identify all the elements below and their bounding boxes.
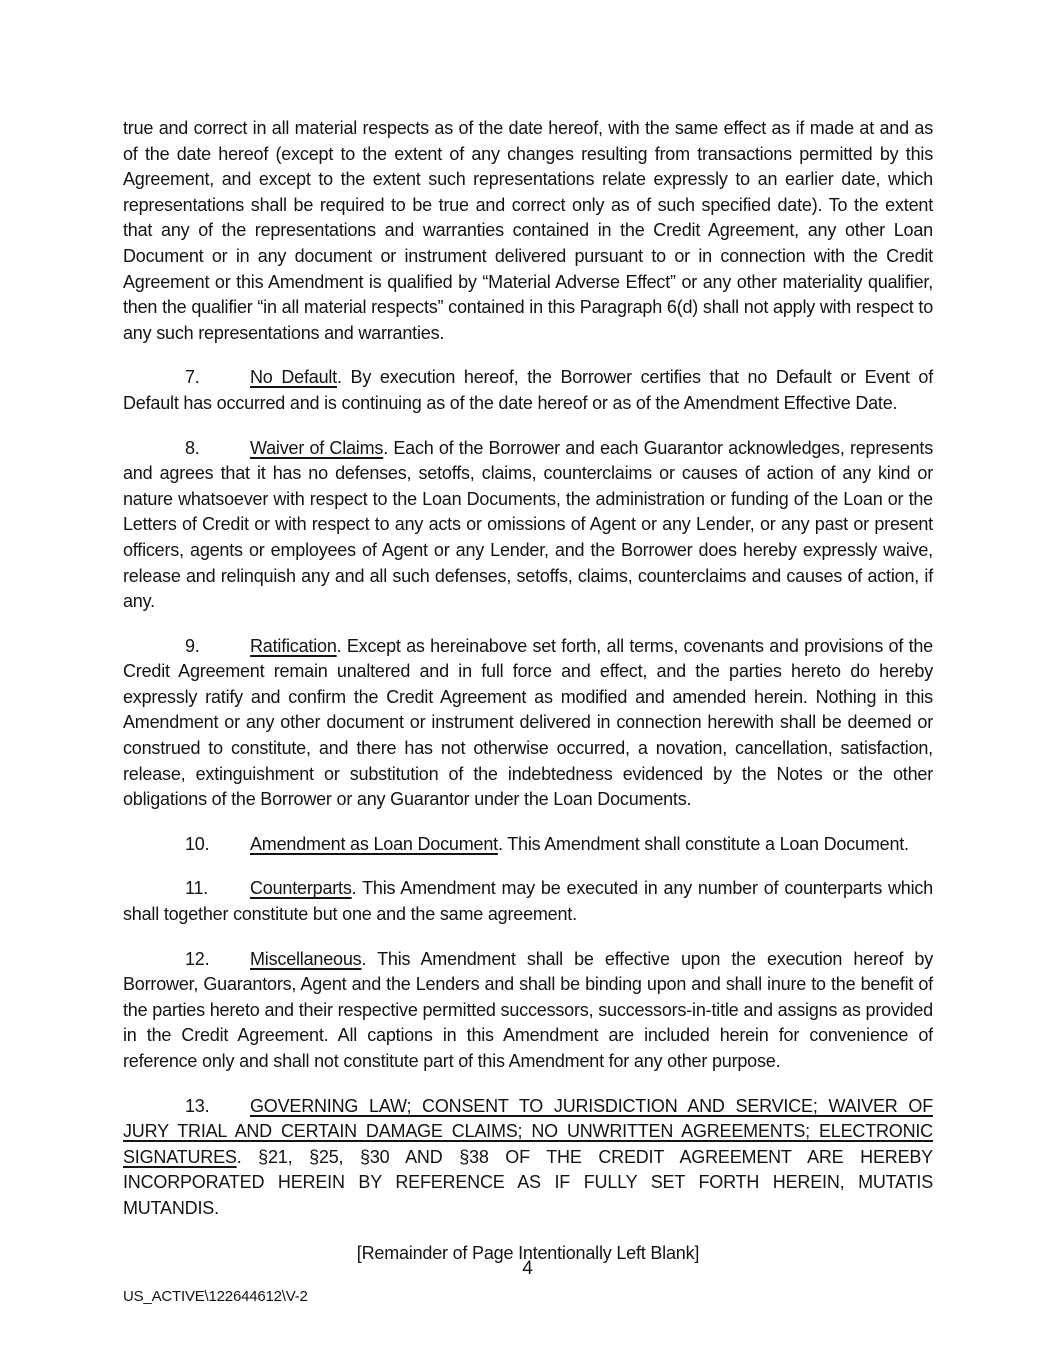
paragraph-11 (123, 876, 933, 927)
paragraph-7 (123, 365, 933, 416)
document-body (123, 116, 933, 1285)
paragraph-9-heading: Ratification (250, 635, 337, 656)
paragraph-13-heading: GOVERNING LAW; CONSENT TO JURISDICTION AND SERVICE; WAIVER OF JURY TRIAL AND CERTAIN DAMAGE CLAIMS; NO UNWRITTEN AGREEMENTS; ELECTRONIC SIGNATURES (123, 1095, 933, 1167)
paragraph-7-heading: No Default (250, 367, 337, 388)
paragraph-12-heading: Miscellaneous (250, 948, 362, 969)
paragraph-8 (123, 436, 933, 615)
paragraph-11-number: 11. (185, 878, 209, 899)
paragraph-13-number: 13. (185, 1095, 210, 1116)
footer-doc-id: US_ACTIVE\122644612\V-2 (123, 1288, 308, 1305)
paragraph-8-body: . Each of the Borrower and each Guarantor acknowledges, represents and agrees that it has no defenses, setoffs, claims, counterclaims or causes of action of any kind or nature whatsoever with respect to the Loan Documents, the administration or funding of the Loan or the Letters of Credit or with respect to any acts or omissions of Agent or any Lender, or any past or present officers, agents or employees of Agent or any Lender, and the Borrower does hereby expressly waive, release and relinquish any and all such defenses, setoffs, claims, counterclaims and causes of action, if any. (123, 437, 933, 612)
paragraph-9 (123, 634, 933, 813)
page-number: 4 (522, 1258, 533, 1279)
paragraph-12 (123, 947, 933, 1075)
paragraph-10 (123, 832, 933, 858)
paragraph-13-body: . §21, §25, §30 AND §38 OF THE CREDIT AGREEMENT ARE HEREBY INCORPORATED HEREIN BY REFERENCE AS IF FULLY SET FORTH HEREIN, MUTATIS MUTANDIS. (123, 1146, 933, 1218)
paragraph-10-number: 10. (185, 833, 210, 854)
paragraph-11-body: . This Amendment may be executed in any number of counterparts which shall together constitute but one and the same agreement. (123, 878, 933, 925)
paragraph-12-number: 12. (185, 948, 210, 969)
paragraph-10-body: . This Amendment shall constitute a Loan Document. (497, 833, 909, 854)
paragraph-13 (123, 1094, 933, 1222)
continuation-paragraph: true and correct in all material respects as of the date hereof, with the same effect as if made at and as of the date hereof (except to the extent of any changes resulting from transactions permitted by this Agreement, and except to the extent such representations relate expressly to an earlier date, which representations shall be required to be true and correct only as of such specified date). To the extent that any of the representations and warranties contained in the Credit Agreement, any other Loan Document or in any document or instrument delivered pursuant to or in connection with the Credit Agreement or this Amendment is qualified by “Material Adverse Effect” or any other materiality qualifier, then the qualifier “in all material respects” contained in this Paragraph 6(d) shall not apply with respect to any such representations and warranties. (123, 118, 933, 343)
paragraph-9-body: . Except as hereinabove set forth, all terms, covenants and provisions of the Credit Agreement remain unaltered and in full force and effect, and the parties hereto do hereby expressly ratify and confirm the Credit Agreement as modified and amended herein. Nothing in this Amendment or any other document or instrument delivered in connection herewith shall be deemed or construed to constitute, and there has not otherwise occurred, a novation, cancellation, satisfaction, release, extinguishment or substitution of the indebtedness evidenced by the Notes or the other obligations of the Borrower or any Guarantor under the Loan Documents. (123, 635, 933, 810)
remainder-notice: [Remainder of Page Intentionally Left Blank] (356, 1242, 700, 1263)
paragraph-11-heading: Counterparts (250, 878, 352, 899)
paragraph-8-heading: Waiver of Claims (250, 437, 384, 458)
paragraph-7-number: 7. (185, 367, 200, 388)
paragraph-12-body: . This Amendment shall be effective upon the execution hereof by Borrower, Guarantors, Agent and the Lenders and shall be binding upon and shall inure to the benefit of the parties hereto and their respective permitted successors, successors-in-title and assigns as provided in the Credit Agreement. All captions in this Amendment are included herein for convenience of reference only and shall not constitute part of this Amendment for any other purpose. (123, 948, 933, 1071)
paragraph-8-number: 8. (185, 437, 200, 458)
paragraph-9-number: 9. (185, 635, 200, 656)
paragraph-7-body: . By execution hereof, the Borrower certifies that no Default or Event of Default has occurred and is continuing as of the date hereof or as of the Amendment Effective Date. (123, 367, 933, 413)
paragraph-10-heading: Amendment as Loan Document (250, 833, 498, 854)
